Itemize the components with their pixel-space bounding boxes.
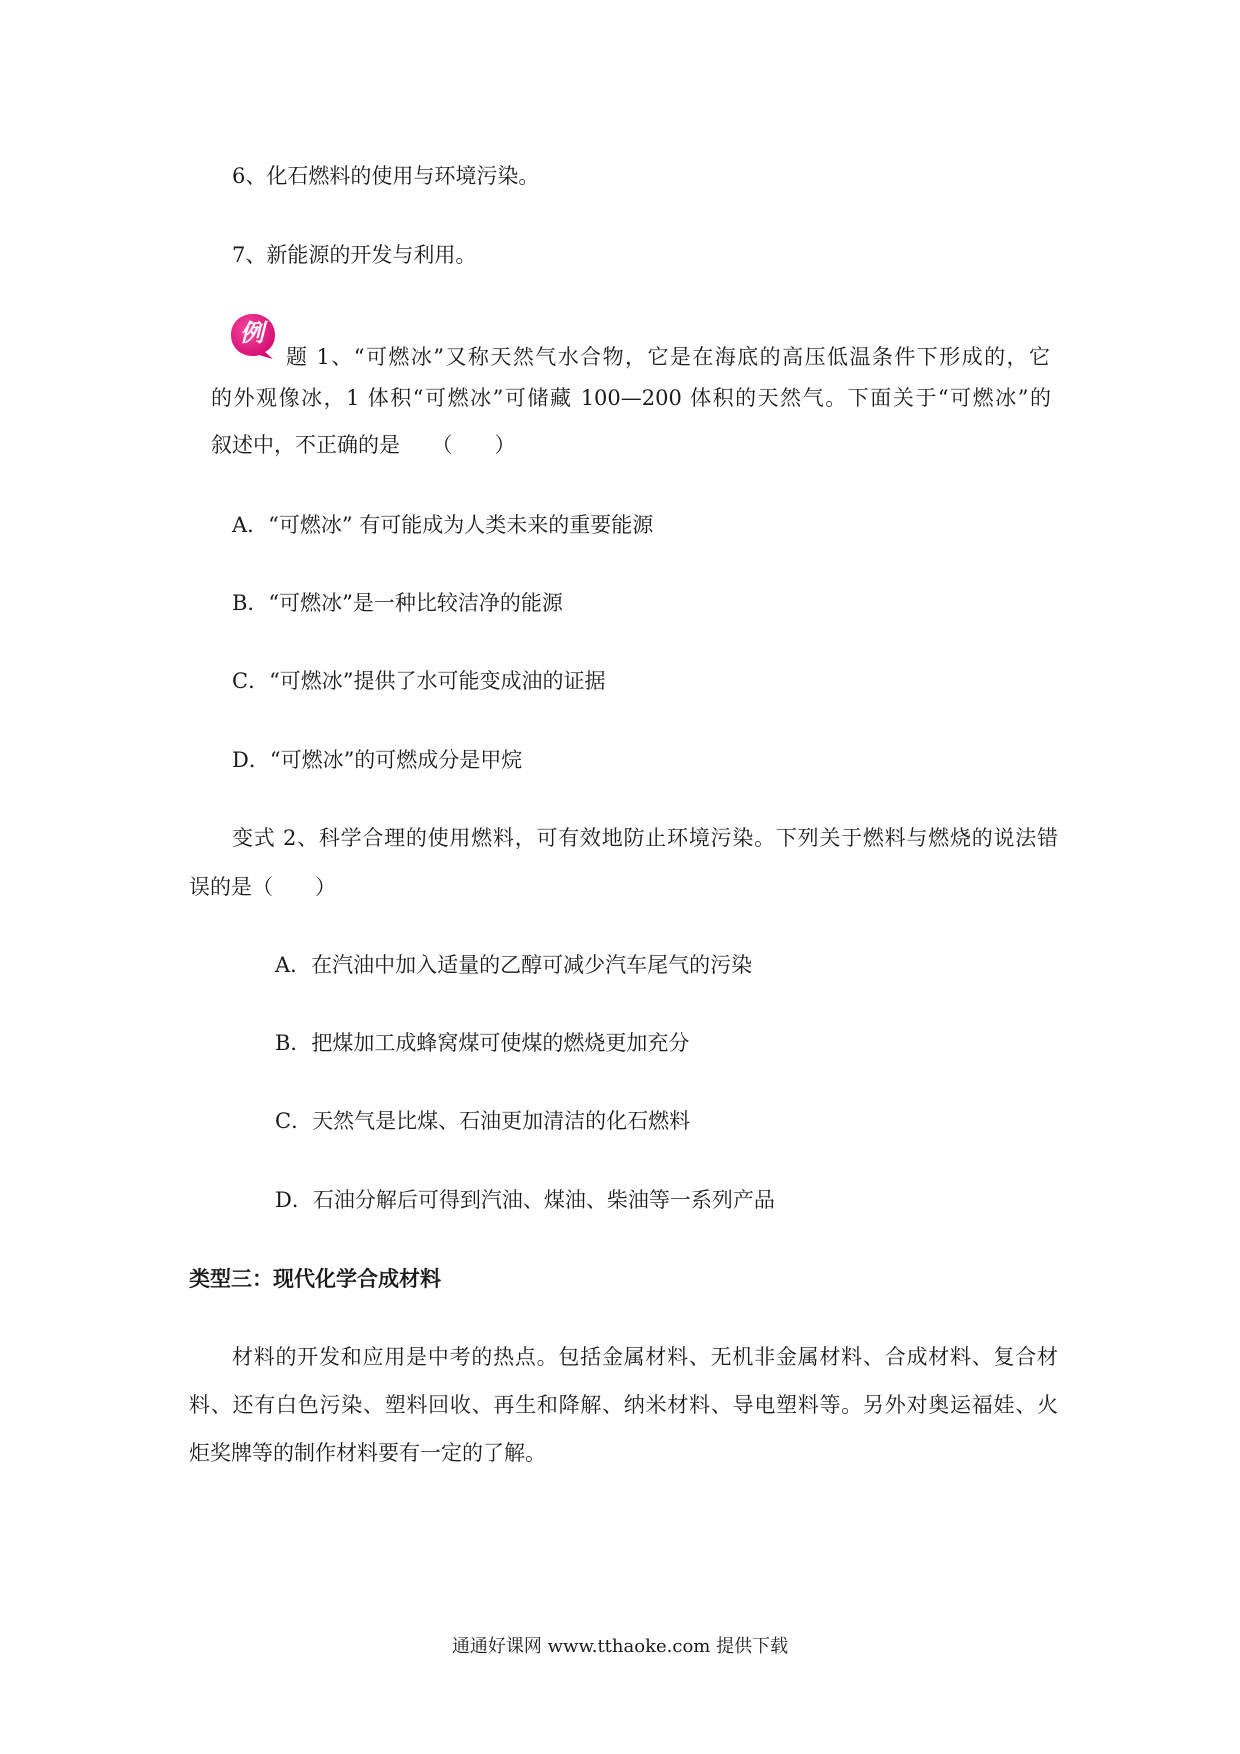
section3-heading: 类型三：现代化学合成材料 — [189, 1266, 441, 1291]
variant2-option-a: A．在汽油中加入适量的乙醇可减少汽车尾气的污染 — [275, 953, 753, 977]
section3-paragraph-line-3: 炬奖牌等的制作材料要有一定的了解。 — [189, 1441, 546, 1465]
variant2-option-b: B．把煤加工成蜂窝煤可使煤的燃烧更加充分 — [275, 1031, 690, 1055]
example1-question-line-2: 的外观像冰，1 体积“可燃冰”可储藏 100—200 体积的天然气。下面关于“可燃冰”的 — [211, 386, 1051, 410]
example1-option-d: D．“可燃冰”的可燃成分是甲烷 — [232, 748, 523, 772]
example-badge-label: 例 — [240, 318, 264, 347]
variant2-option-d: D．石油分解后可得到汽油、煤油、柴油等一系列产品 — [275, 1188, 775, 1212]
example1-option-a: A．“可燃冰” 有可能成为人类未来的重要能源 — [232, 513, 654, 537]
example1-option-b: B．“可燃冰”是一种比较洁净的能源 — [232, 591, 563, 615]
page-footer: 通通好课网 www.tthaoke.com 提供下载 — [451, 1636, 789, 1657]
example1-question-line-3: 叙述中，不正确的是 （ ） — [211, 433, 516, 457]
list-item-7: 7、新能源的开发与利用。 — [232, 243, 477, 267]
example-badge — [229, 312, 281, 362]
section3-paragraph-line-1: 材料的开发和应用是中考的热点。包括金属材料、无机非金属材料、合成材料、复合材 — [232, 1345, 1058, 1369]
variant2-option-c: C．天然气是比煤、石油更加清洁的化石燃料 — [275, 1109, 691, 1133]
example1-option-c: C．“可燃冰”提供了水可能变成油的证据 — [232, 669, 606, 693]
section3-paragraph-line-2: 料、还有白色污染、塑料回收、再生和降解、纳米材料、导电塑料等。另外对奥运福娃、火 — [189, 1393, 1058, 1417]
list-item-6: 6、化石燃料的使用与环境污染。 — [232, 164, 540, 188]
variant2-question-line-1: 变式 2、科学合理的使用燃料，可有效地防止环境污染。下列关于燃料与燃烧的说法错 — [232, 826, 1058, 850]
variant2-question-line-2: 误的是（ ） — [189, 875, 336, 899]
example1-question-line-1: 题 1、“可燃冰”又称天然气水合物，它是在海底的高压低温条件下形成的，它 — [286, 345, 1050, 369]
